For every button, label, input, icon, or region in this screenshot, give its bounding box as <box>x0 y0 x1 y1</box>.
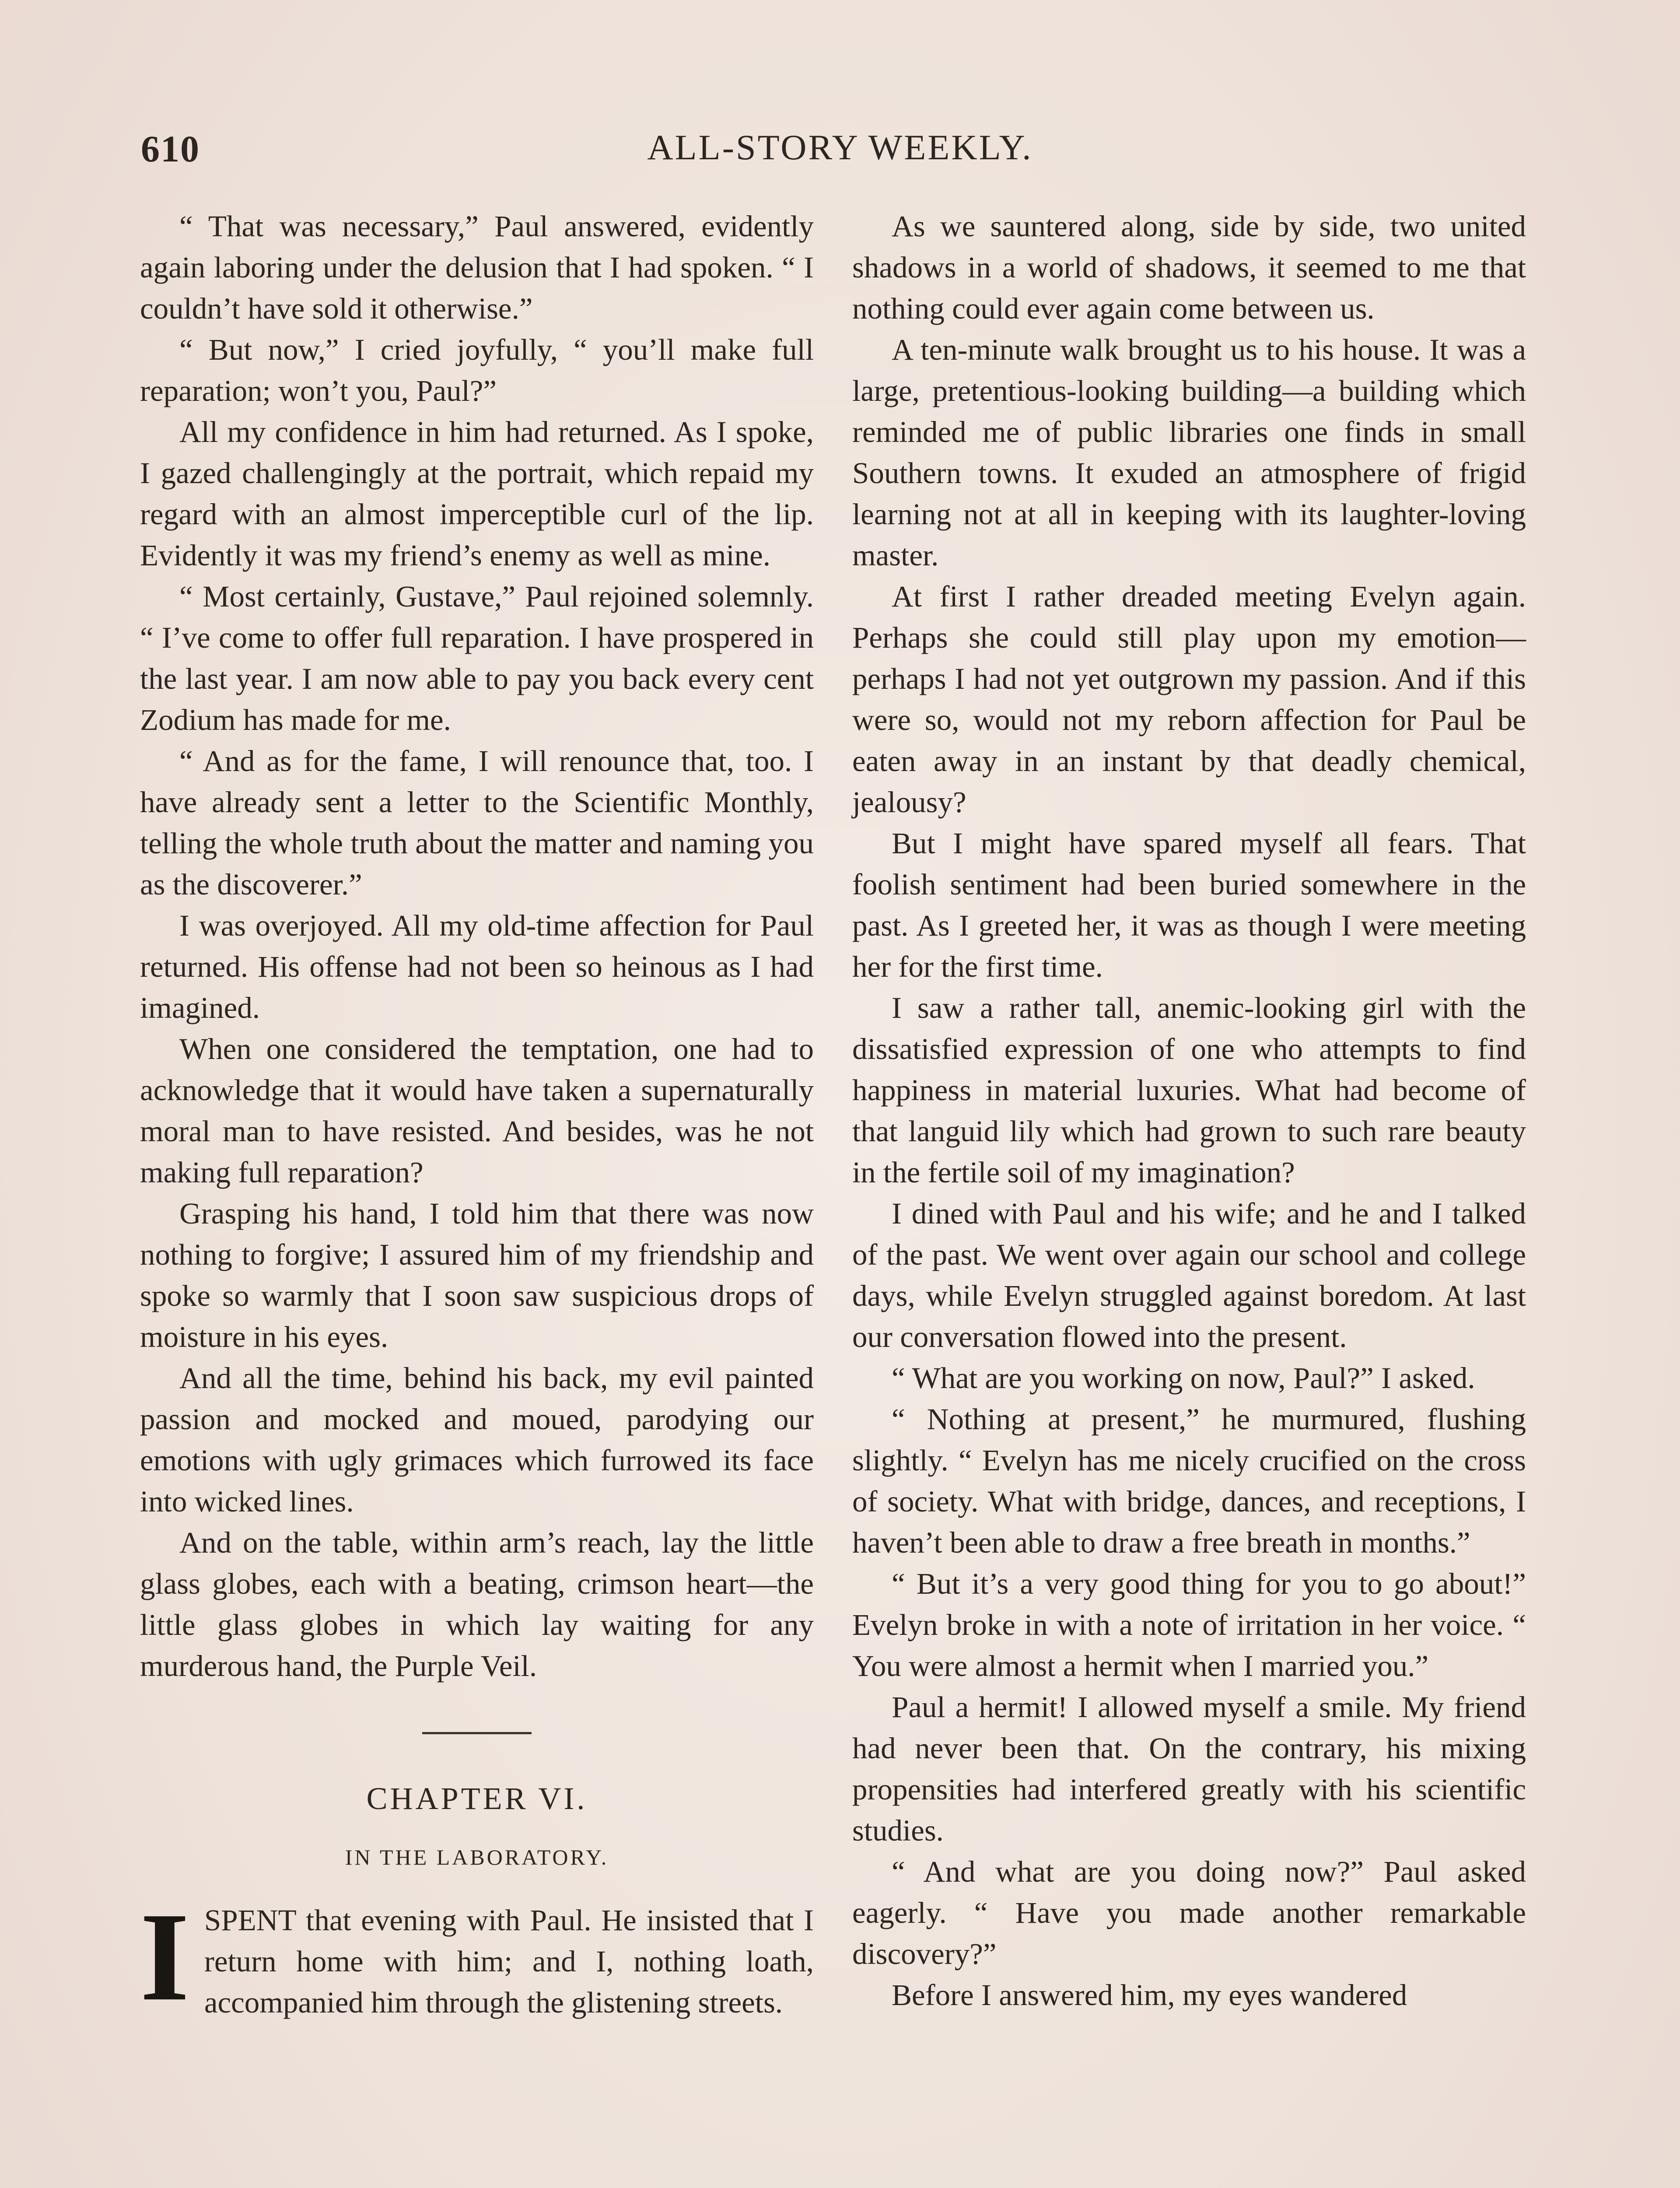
paragraph: “ Nothing at present,” he murmured, flushing slightly. “ Evelyn has me nicely crucified on the cross of society. What with bridge, dances, and receptions, I haven’t been able to draw a free breath in months.” <box>852 1403 1526 1559</box>
paragraph: And all the time, behind his back, my evil painted passion and mocked and moued, parodying our emotions with ugly grimaces which furrowed its face into wicked lines. <box>140 1361 814 1518</box>
paragraph: “ That was necessary,” Paul answered, evidently again laboring under the delusion that I had spoken. “ I couldn’t have sold it otherwise.” <box>140 210 814 325</box>
chapter-opening-text: SPENT that evening with Paul. He insisted that I return home with him; and I, nothing loath, accompanied him through the glistening streets. <box>204 1904 814 2019</box>
paragraph: At first I rather dreaded meeting Evelyn again. Perhaps she could still play upon my emotion—perhaps I had not yet outgrown my passion. And if this were so, would not my reborn affection for Paul be eaten away in an instant by that deadly chemical, jealousy? <box>852 580 1526 819</box>
paragraph: Grasping his hand, I told him that there was now nothing to forgive; I assured him of my friendship and spoke so warmly that I soon saw suspicious drops of moisture in his eyes. <box>140 1197 814 1353</box>
page-number: 610 <box>141 128 200 170</box>
paragraph: As we sauntered along, side by side, two united shadows in a world of shadows, it seemed to me that nothing could ever again come between us. <box>852 210 1526 325</box>
paragraph: And on the table, within arm’s reach, lay the little glass globes, each with a beating, crimson heart—the little glass globes in which lay waiting for any murderous hand, the Purple Veil. <box>140 1526 814 1683</box>
paragraph: I was overjoyed. All my old-time affection for Paul returned. His offense had not been so heinous as I had imagined. <box>140 909 814 1024</box>
section-divider <box>422 1732 532 1734</box>
paragraph: “ And what are you doing now?” Paul asked eagerly. “ Have you made another remarkable discovery?” <box>852 1855 1526 1971</box>
paragraph: “ But now,” I cried joyfully, “ you’ll make full reparation; won’t you, Paul?” <box>140 333 814 407</box>
paragraph: A ten-minute walk brought us to his house. It was a large, pretentious-looking building—a building which reminded me of public libraries one finds in small Southern towns. It exuded an atmosphere of frigid learning not at all in keeping with its laughter-loving master. <box>852 333 1526 572</box>
drop-cap: I <box>140 1886 189 2027</box>
chapter-title: CHAPTER VI. <box>366 1781 588 1816</box>
paragraph: When one considered the temptation, one had to acknowledge that it would have taken a supernaturally moral man to have resisted. And besides, was he not making full reparation? <box>140 1032 814 1189</box>
paragraph: “ What are you working on now, Paul?” I asked. <box>892 1361 1475 1395</box>
paragraph: All my confidence in him had returned. As I spoke, I gazed challengingly at the portrait, which repaid my regard with an almost imperceptible curl of the lip. Evidently it was my friend’s enemy as well as mine. <box>140 415 814 572</box>
paragraph: Paul a hermit! I allowed myself a smile. My friend had never been that. On the contrary, his mixing propensities had interfered greatly with his scientific studies. <box>852 1690 1526 1847</box>
paragraph: I dined with Paul and his wife; and he and I talked of the past. We went over again our school and college days, while Evelyn struggled against boredom. At last our conversation flowed into the present. <box>852 1197 1526 1353</box>
paragraph: “ But it’s a very good thing for you to go about!” Evelyn broke in with a note of irritation in her voice. “ You were almost a hermit when I married you.” <box>852 1567 1526 1683</box>
paragraph: “ And as for the fame, I will renounce that, too. I have already sent a letter to the Scientific Monthly, telling the whole truth about the matter and naming you as the discoverer.” <box>140 744 814 901</box>
left-column <box>140 206 814 2027</box>
chapter-subtitle: IN THE LABORATORY. <box>345 1845 609 1869</box>
paragraph: I saw a rather tall, anemic-looking girl with the dissatisfied expression of one who attempts to find happiness in material luxuries. What had become of that languid lily which had grown to such rare beauty in the fertile soil of my imagination? <box>852 991 1526 1189</box>
paragraph: But I might have spared myself all fears. That foolish sentiment had been buried somewhere in the past. As I greeted her, it was as though I were meeting her for the first time. <box>852 827 1526 983</box>
page-header <box>0 127 1680 179</box>
running-head: ALL-STORY WEEKLY. <box>647 127 1033 167</box>
paragraph: “ Most certainly, Gustave,” Paul rejoined solemnly. “ I’ve come to offer full reparation. I have prospered in the last year. I am now able to pay you back every cent Zodium has made for me. <box>140 580 814 736</box>
paragraph: Before I answered him, my eyes wandered <box>892 1978 1407 2012</box>
right-column <box>852 206 1526 2016</box>
chapter-opening-paragraph <box>140 1886 814 2027</box>
